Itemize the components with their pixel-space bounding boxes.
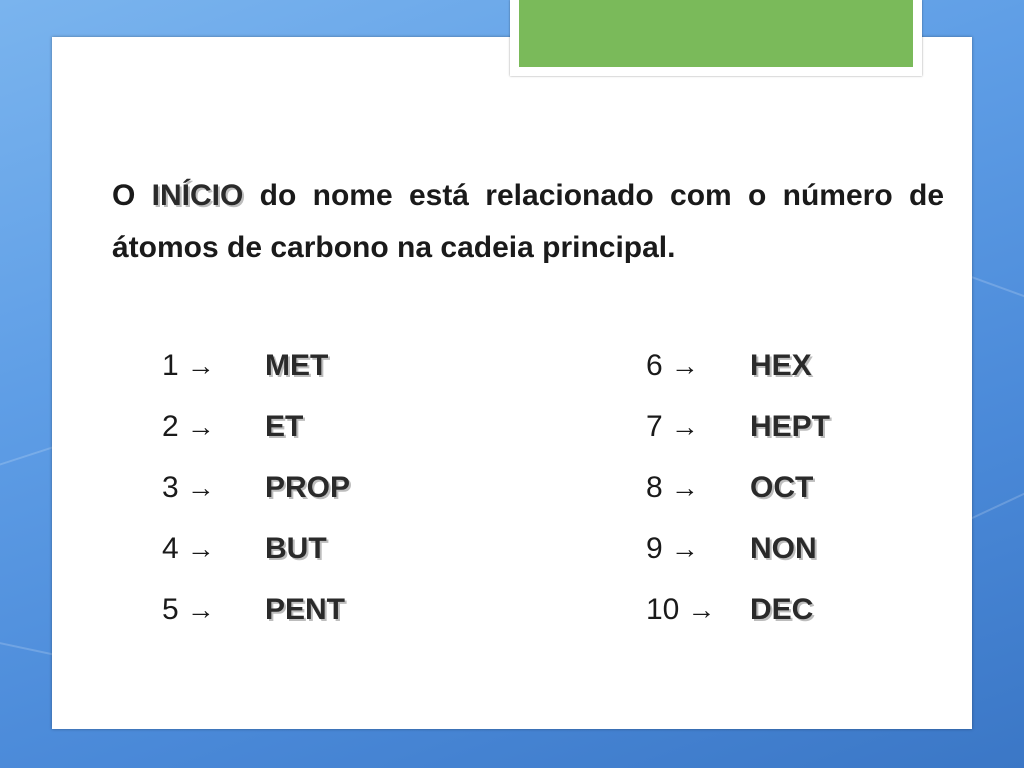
carbon-count xyxy=(646,592,715,628)
intro-text-end: do nome está relacionado com o número de átomos de carbono na cadeia principal. xyxy=(112,179,944,264)
arrow-icon: → xyxy=(186,350,215,381)
intro-keyword: INÍCIO xyxy=(151,179,244,212)
arrow-icon: → xyxy=(670,350,699,381)
prefix-name: HEPT xyxy=(750,410,831,443)
carbon-count-value: 10 xyxy=(646,593,680,626)
arrow-icon: → xyxy=(186,533,215,564)
prefix-name: MET xyxy=(265,349,329,382)
title-box xyxy=(510,0,922,76)
prefix-name: BUT xyxy=(265,532,327,565)
prefix-name: NON xyxy=(750,532,817,565)
carbon-count-value: 7 xyxy=(646,410,663,443)
carbon-count xyxy=(646,348,699,384)
prefix-name: HEX xyxy=(750,349,812,382)
arrow-icon: → xyxy=(670,411,699,442)
carbon-count-value: 9 xyxy=(646,532,663,565)
arrow-icon: → xyxy=(670,533,699,564)
carbon-count-value: 4 xyxy=(162,532,179,565)
carbon-count xyxy=(162,348,215,384)
carbon-count-value: 3 xyxy=(162,471,179,504)
carbon-count xyxy=(646,470,699,506)
carbon-count-value: 8 xyxy=(646,471,663,504)
carbon-count-value: 1 xyxy=(162,349,179,382)
prefix-name: ET xyxy=(265,410,304,443)
intro-text-start: O xyxy=(112,179,152,212)
carbon-count xyxy=(646,531,699,567)
carbon-count xyxy=(162,592,215,628)
carbon-count-value: 5 xyxy=(162,593,179,626)
arrow-icon: → xyxy=(670,472,699,503)
carbon-count xyxy=(162,409,215,445)
intro-text xyxy=(112,170,944,274)
arrow-icon: → xyxy=(186,411,215,442)
prefix-name: PROP xyxy=(265,471,351,504)
carbon-count xyxy=(162,470,215,506)
carbon-count-value: 2 xyxy=(162,410,179,443)
prefix-name: OCT xyxy=(750,471,814,504)
arrow-icon: → xyxy=(186,594,215,625)
title-box-fill xyxy=(519,0,913,67)
carbon-count xyxy=(162,531,215,567)
prefix-name: DEC xyxy=(750,593,814,626)
carbon-count-value: 6 xyxy=(646,349,663,382)
carbon-count xyxy=(646,409,699,445)
arrow-icon: → xyxy=(186,472,215,503)
prefix-name: PENT xyxy=(265,593,346,626)
arrow-icon: → xyxy=(687,594,716,625)
